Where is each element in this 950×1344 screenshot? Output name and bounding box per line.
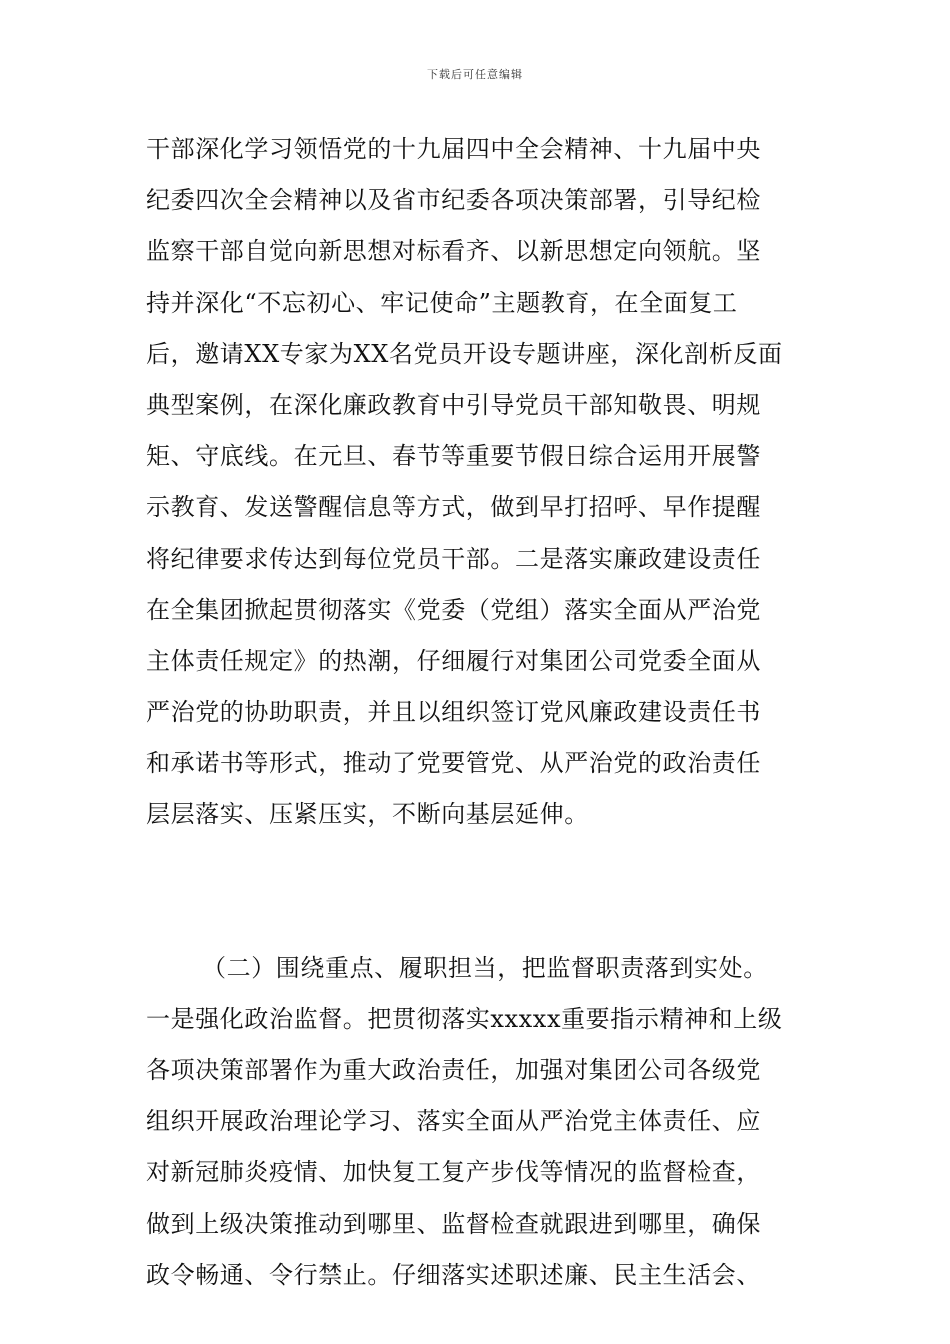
text-line: 干部深化学习领悟党的十九届四中全会精神、十九届中央	[146, 135, 761, 163]
paragraph-spacer	[146, 841, 816, 943]
text-line: 对新冠肺炎疫情、加快复工复产步伐等情况的监督检查，	[146, 1158, 761, 1187]
text-line: 矩、守底线。在元旦、春节等重要节假日综合运用开展警	[146, 442, 761, 471]
text-line: 示教育、发送警醒信息等方式，做到早打招呼、早作提醒	[146, 493, 761, 522]
paragraph-1	[146, 124, 816, 841]
text-line: 将纪律要求传达到每位党员干部。二是落实廉政建设责任	[146, 544, 761, 573]
text-line: 持并深化“不忘初心、牢记使命”主题教育，在全面复工	[146, 288, 738, 317]
text-line: 主体责任规定》的热潮，仔细履行对集团公司党委全面从	[146, 646, 761, 675]
text-line: 典型案例，在深化廉政教育中引导党员干部知敬畏、明规	[146, 390, 761, 419]
text-line: 纪委四次全会精神以及省市纪委各项决策部署，引导纪检	[146, 186, 761, 215]
paragraph-2	[146, 943, 816, 1301]
text-line: 政令畅通、令行禁止。仔细落实述职述廉、民主生活会、	[146, 1260, 761, 1289]
text-line: 层层落实、压紧压实，不断向基层延伸。	[146, 800, 589, 829]
text-line: 监察干部自觉向新思想对标看齐、以新思想定向领航。坚	[146, 237, 761, 266]
page-header-note: 下载后可任意编辑	[427, 68, 523, 81]
text-line: 在全集团掀起贯彻落实《党委（党组）落实全面从严治党	[146, 595, 761, 624]
text-line: 各项决策部署作为重大政治责任，加强对集团公司各级党	[146, 1056, 761, 1084]
document-body	[146, 124, 816, 1301]
section-heading-line: （二）围绕重点、履职担当，把监督职责落到实处。	[202, 953, 768, 982]
text-line: 做到上级决策推动到哪里、监督检查就跟进到哪里，确保	[146, 1209, 761, 1238]
text-line: 一是强化政治监督。把贯彻落实xxxxx重要指示精神和上级	[146, 1004, 783, 1033]
text-line: 后，邀请XX专家为XX名党员开设专题讲座，深化剖析反面	[146, 339, 783, 368]
text-line: 严治党的协助职责，并且以组织签订党风廉政建设责任书	[146, 698, 761, 727]
text-line: 和承诺书等形式，推动了党要管党、从严治党的政治责任	[146, 749, 761, 778]
text-line: 组织开展政治理论学习、落实全面从严治党主体责任、应	[146, 1107, 761, 1136]
